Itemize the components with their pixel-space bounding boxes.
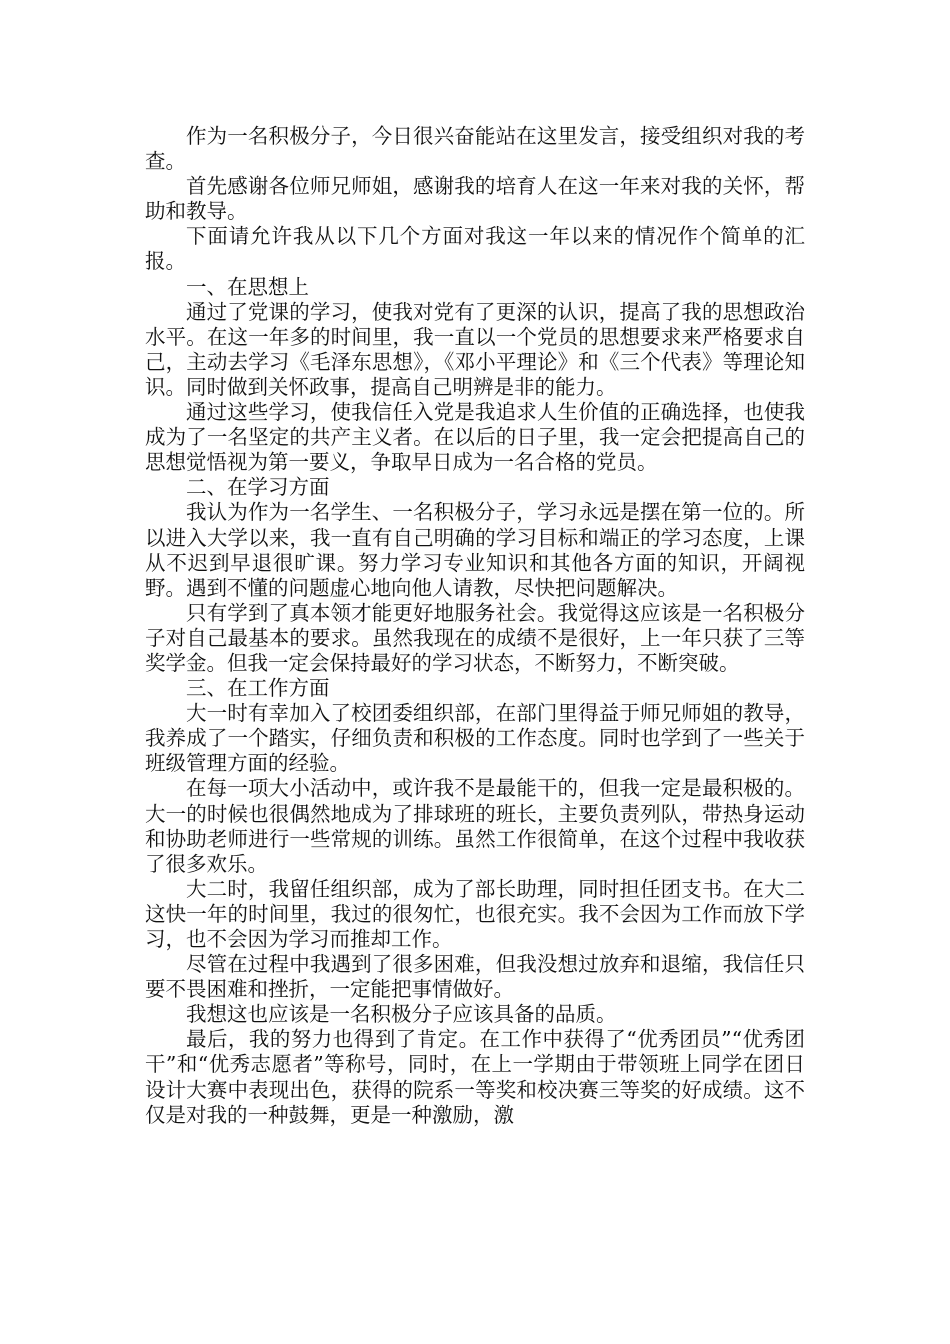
paragraph: 通过这些学习，使我信任入党是我追求人生价值的正确选择，也使我成为了一名坚定的共产主义者。在以后的日子里，我一定会把提高自己的思想觉悟视为第一要义，争取早日成为一名合格的党员。 (145, 400, 805, 475)
section-heading: 二、在学习方面 (186, 475, 330, 500)
paragraph: 大二时，我留任组织部，成为了部长助理，同时担任团支书。在大二这快一年的时间里，我过的很匆忙，也很充实。我不会因为工作而放下学习，也不会因为学习而推却工作。 (145, 876, 805, 951)
paragraph: 作为一名积极分子，今日很兴奋能站在这里发言，接受组织对我的考查。 (145, 124, 805, 174)
paragraph: 最后，我的努力也得到了肯定。在工作中获得了“优秀团员”“优秀团干”和“优秀志愿者”等称号，同时，在上一学期由于带领班上同学在团日设计大赛中表现出色，获得的院系一等奖和校决赛三等奖的好成绩。这不仅是对我的一种鼓舞，更是一种激励，激 (145, 1027, 805, 1127)
paragraph: 我想这也应该是一名积极分子应该具备的品质。 (186, 1002, 617, 1027)
paragraph: 大一时有幸加入了校团委组织部，在部门里得益于师兄师姐的教导，我养成了一个踏实，仔细负责和积极的工作态度。同时也学到了一些关于班级管理方面的经验。 (145, 701, 805, 776)
paragraph: 首先感谢各位师兄师姐，感谢我的培育人在这一年来对我的关怀，帮助和教导。 (145, 174, 805, 224)
section-heading: 一、在思想上 (186, 274, 309, 299)
paragraph: 我认为作为一名学生、一名积极分子，学习永远是摆在第一位的。所以进入大学以来，我一直有自己明确的学习目标和端正的学习态度，上课从不迟到早退很旷课。努力学习专业知识和其他各方面的知识，开阔视野。遇到不懂的问题虚心地向他人请教，尽快把问题解决。 (145, 500, 805, 600)
document-body (145, 124, 805, 1128)
paragraph: 尽管在过程中我遇到了很多困难，但我没想过放弃和退缩，我信任只要不畏困难和挫折，一定能把事情做好。 (145, 952, 805, 1002)
paragraph: 在每一项大小活动中，或许我不是最能干的，但我一定是最积极的。大一的时候也很偶然地成为了排球班的班长，主要负责列队，带热身运动和协助老师进行一些常规的训练。虽然工作很简单，在这个过程中我收获了很多欢乐。 (145, 776, 805, 876)
paragraph: 下面请允许我从以下几个方面对我这一年以来的情况作个简单的汇报。 (145, 224, 805, 274)
paragraph: 只有学到了真本领才能更好地服务社会。我觉得这应该是一名积极分子对自己最基本的要求。虽然我现在的成绩不是很好，上一年只获了三等奖学金。但我一定会保持最好的学习状态，不断努力，不断突破。 (145, 600, 805, 675)
paragraph: 通过了党课的学习，使我对党有了更深的认识，提高了我的思想政治水平。在这一年多的时间里，我一直以一个党员的思想要求来严格要求自己，主动去学习《毛泽东思想》，《邓小平理论》和《三个代表》等理论知识。同时做到关怀政事，提高自己明辨是非的能力。 (145, 299, 805, 399)
section-heading: 三、在工作方面 (186, 676, 330, 701)
